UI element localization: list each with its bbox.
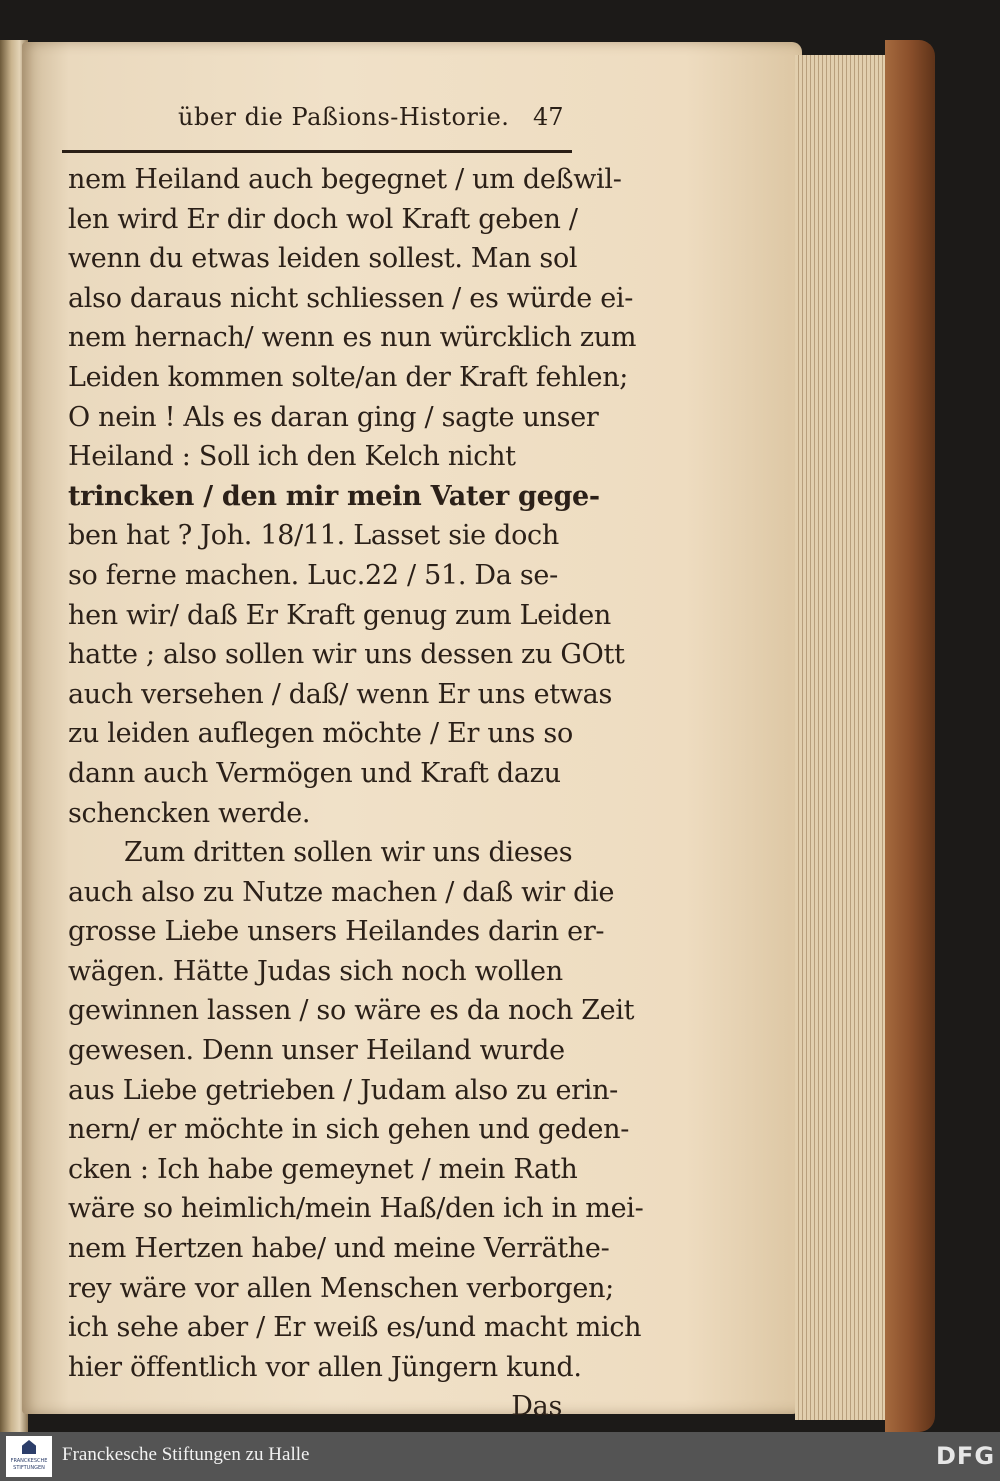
catchword: Das	[511, 1391, 562, 1423]
logo-caption: FRANCKESCHE STIFTUNGEN	[10, 1458, 48, 1471]
text-line: hatte ; also sollen wir uns dessen zu GOtt	[68, 639, 625, 671]
text-line: hier öffentlich vor allen Jüngern kund.	[68, 1351, 582, 1383]
text-line: grosse Liebe unsers Heilandes darin er-	[68, 916, 605, 948]
text-line: auch also zu Nutze machen / daß wir die	[68, 876, 615, 908]
text-line: ben hat ? Joh. 18/11. Lasset sie doch	[68, 520, 559, 552]
text-line: cken : Ich habe gemeynet / mein Rath	[68, 1153, 578, 1185]
institution-name: Franckesche Stiftungen zu Halle	[62, 1444, 310, 1465]
viewer-footer	[0, 1432, 1000, 1481]
text-line: wägen. Hätte Judas sich noch wollen	[68, 955, 563, 987]
text-line: so ferne machen. Luc.22 / 51. Da se-	[68, 559, 558, 591]
building-icon	[22, 1440, 36, 1454]
text-line: hen wir/ daß Er Kraft genug zum Leiden	[68, 599, 611, 631]
header-rule	[62, 150, 572, 153]
text-line: nem Heiland auch begegnet / um deßwil-	[68, 164, 622, 195]
book-cover-board	[885, 40, 935, 1432]
page-number: 47	[533, 103, 564, 131]
text-line: O nein ! Als es daran ging / sagte unser	[68, 401, 599, 433]
text-line: schencken werde.	[68, 797, 311, 829]
dfg-logo[interactable]: DFG	[936, 1442, 996, 1470]
text-line: gewesen. Denn unser Heiland wurde	[68, 1035, 565, 1067]
text-line: ich sehe aber / Er weiß es/und macht mich	[68, 1312, 642, 1344]
text-line: dann auch Vermögen und Kraft dazu	[68, 757, 561, 789]
text-line: gewinnen lassen / so wäre es da noch Zeit	[68, 995, 635, 1027]
body-text	[68, 160, 644, 1427]
text-line: Zum dritten sollen wir uns dieses	[124, 837, 573, 869]
text-line: trincken / den mir mein Vater gege-	[68, 480, 600, 512]
franckesche-stiftungen-logo[interactable]	[6, 1436, 52, 1477]
text-line: nem hernach/ wenn es nun würcklich zum	[68, 322, 637, 354]
text-line: nem Hertzen habe/ und meine Verräthe-	[68, 1233, 610, 1265]
text-line: also daraus nicht schliessen / es würde ei-	[68, 282, 634, 314]
text-line: wäre so heimlich/mein Haß/den ich in mei-	[68, 1193, 644, 1225]
text-line: wenn du etwas leiden sollest. Man sol	[68, 243, 578, 275]
text-line: zu leiden auflegen möchte / Er uns so	[68, 718, 573, 750]
text-line: len wird Er dir doch wol Kraft geben /	[68, 203, 578, 235]
running-head: über die Paßions-Historie.	[178, 103, 510, 131]
text-line: Heiland : Soll ich den Kelch nicht	[68, 441, 516, 473]
text-line: aus Liebe getrieben / Judam also zu erin-	[68, 1074, 618, 1106]
text-line: Leiden kommen solte/an der Kraft fehlen;	[68, 361, 629, 393]
text-line: auch versehen / daß/ wenn Er uns etwas	[68, 678, 613, 710]
text-line: rey wäre vor allen Menschen verborgen;	[68, 1272, 614, 1304]
text-line: nern/ er möchte in sich gehen und geden-	[68, 1114, 630, 1146]
